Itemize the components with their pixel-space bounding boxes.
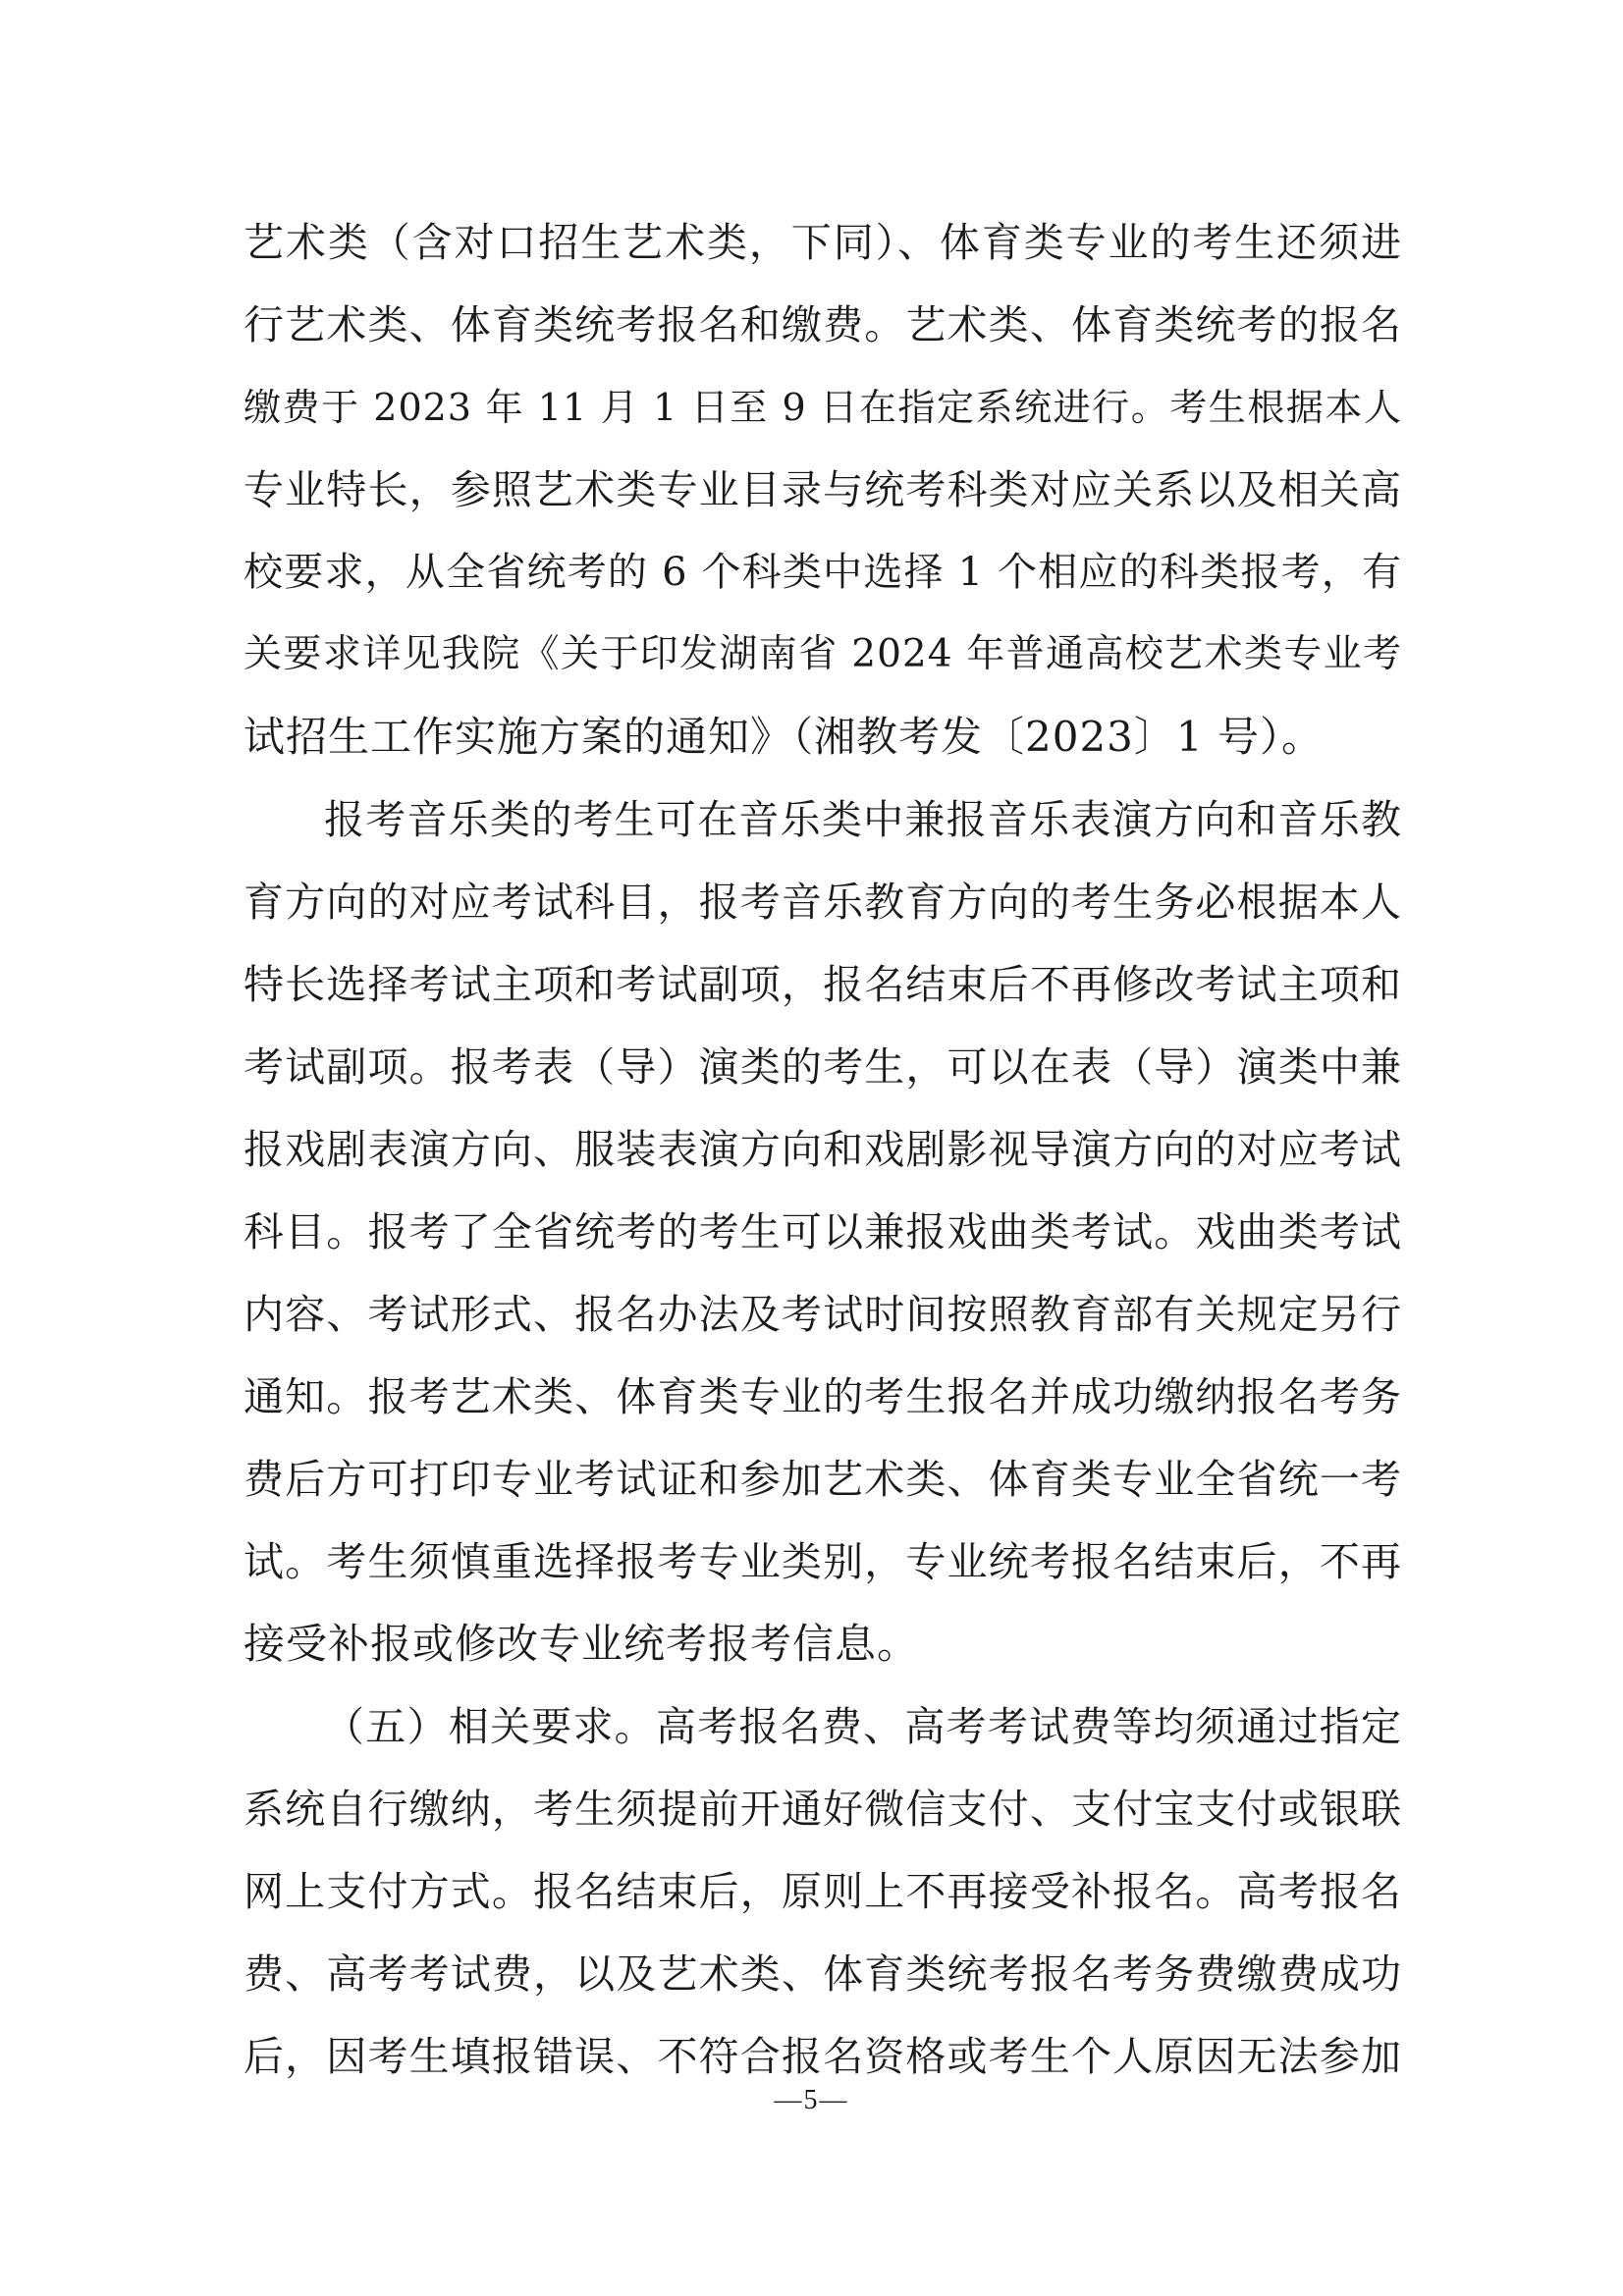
text-line: 内容、考试形式、报名办法及考试时间按照教育部有关规定另行 (243, 1291, 1402, 1338)
text-line: 艺术类（含对口招生艺术类，下同）、体育类专业的考生还须进 (243, 219, 1402, 266)
text-line: 试。考生须慎重选择报考专业类别，专业统考报名结束后，不再 (243, 1538, 1402, 1585)
text-line: 系统自行缴纳，考生须提前开通好微信支付、支付宝支付或银联 (243, 1786, 1402, 1833)
text-line: 专业特长，参照艺术类专业目录与统考科类对应关系以及相关高 (243, 466, 1402, 513)
text-line: 后，因考生填报错误、不符合报名资格或考生个人原因无法参加 (243, 2033, 1402, 2080)
text-line: 科目。报考了全省统考的考生可以兼报戏曲类考试。戏曲类考试 (243, 1208, 1402, 1255)
text-line: 缴费于 2023 年 11 月 1 日至 9 日在指定系统进行。考生根据本人 (243, 386, 1402, 429)
text-line: 育方向的对应考试科目，报考音乐教育方向的考生务必根据本人 (243, 879, 1402, 926)
text-line: 试招生工作实施方案的通知》（湘教考发〔2023〕1 号）。 (243, 713, 1324, 761)
text-line: 校要求，从全省统考的 6 个科类中选择 1 个相应的科类报考，有 (243, 550, 1402, 595)
text-line: 特长选择考试主项和考试副项，报名结束后不再修改考试主项和 (243, 961, 1402, 1008)
text-line: 费后方可打印专业考试证和参加艺术类、体育类专业全省统一考 (243, 1456, 1402, 1503)
text-line: （五）相关要求。高考报名费、高考考试费等均须通过指定 (324, 1703, 1402, 1750)
text-line: 通知。报考艺术类、体育类专业的考生报名并成功缴纳报名考务 (243, 1373, 1402, 1420)
text-line: 报考音乐类的考生可在音乐类中兼报音乐表演方向和音乐教 (324, 796, 1402, 843)
text-line: 接受补报或修改专业统考报考信息。 (243, 1620, 920, 1668)
text-line: 费、高考考试费，以及艺术类、体育类统考报名考务费缴费成功 (243, 1950, 1402, 1998)
text-line: 网上支付方式。报名结束后，原则上不再接受补报名。高考报名 (243, 1868, 1402, 1915)
text-line: 考试副项。报考表（导）演类的考生，可以在表（导）演类中兼 (243, 1043, 1402, 1091)
page-number: —5— (774, 2085, 849, 2115)
text-line: 行艺术类、体育类统考报名和缴费。艺术类、体育类统考的报名 (243, 301, 1402, 348)
text-line: 报戏剧表演方向、服装表演方向和戏剧影视导演方向的对应考试 (243, 1126, 1402, 1173)
text-line: 关要求详见我院《关于印发湖南省 2024 年普通高校艺术类专业考 (243, 632, 1402, 676)
